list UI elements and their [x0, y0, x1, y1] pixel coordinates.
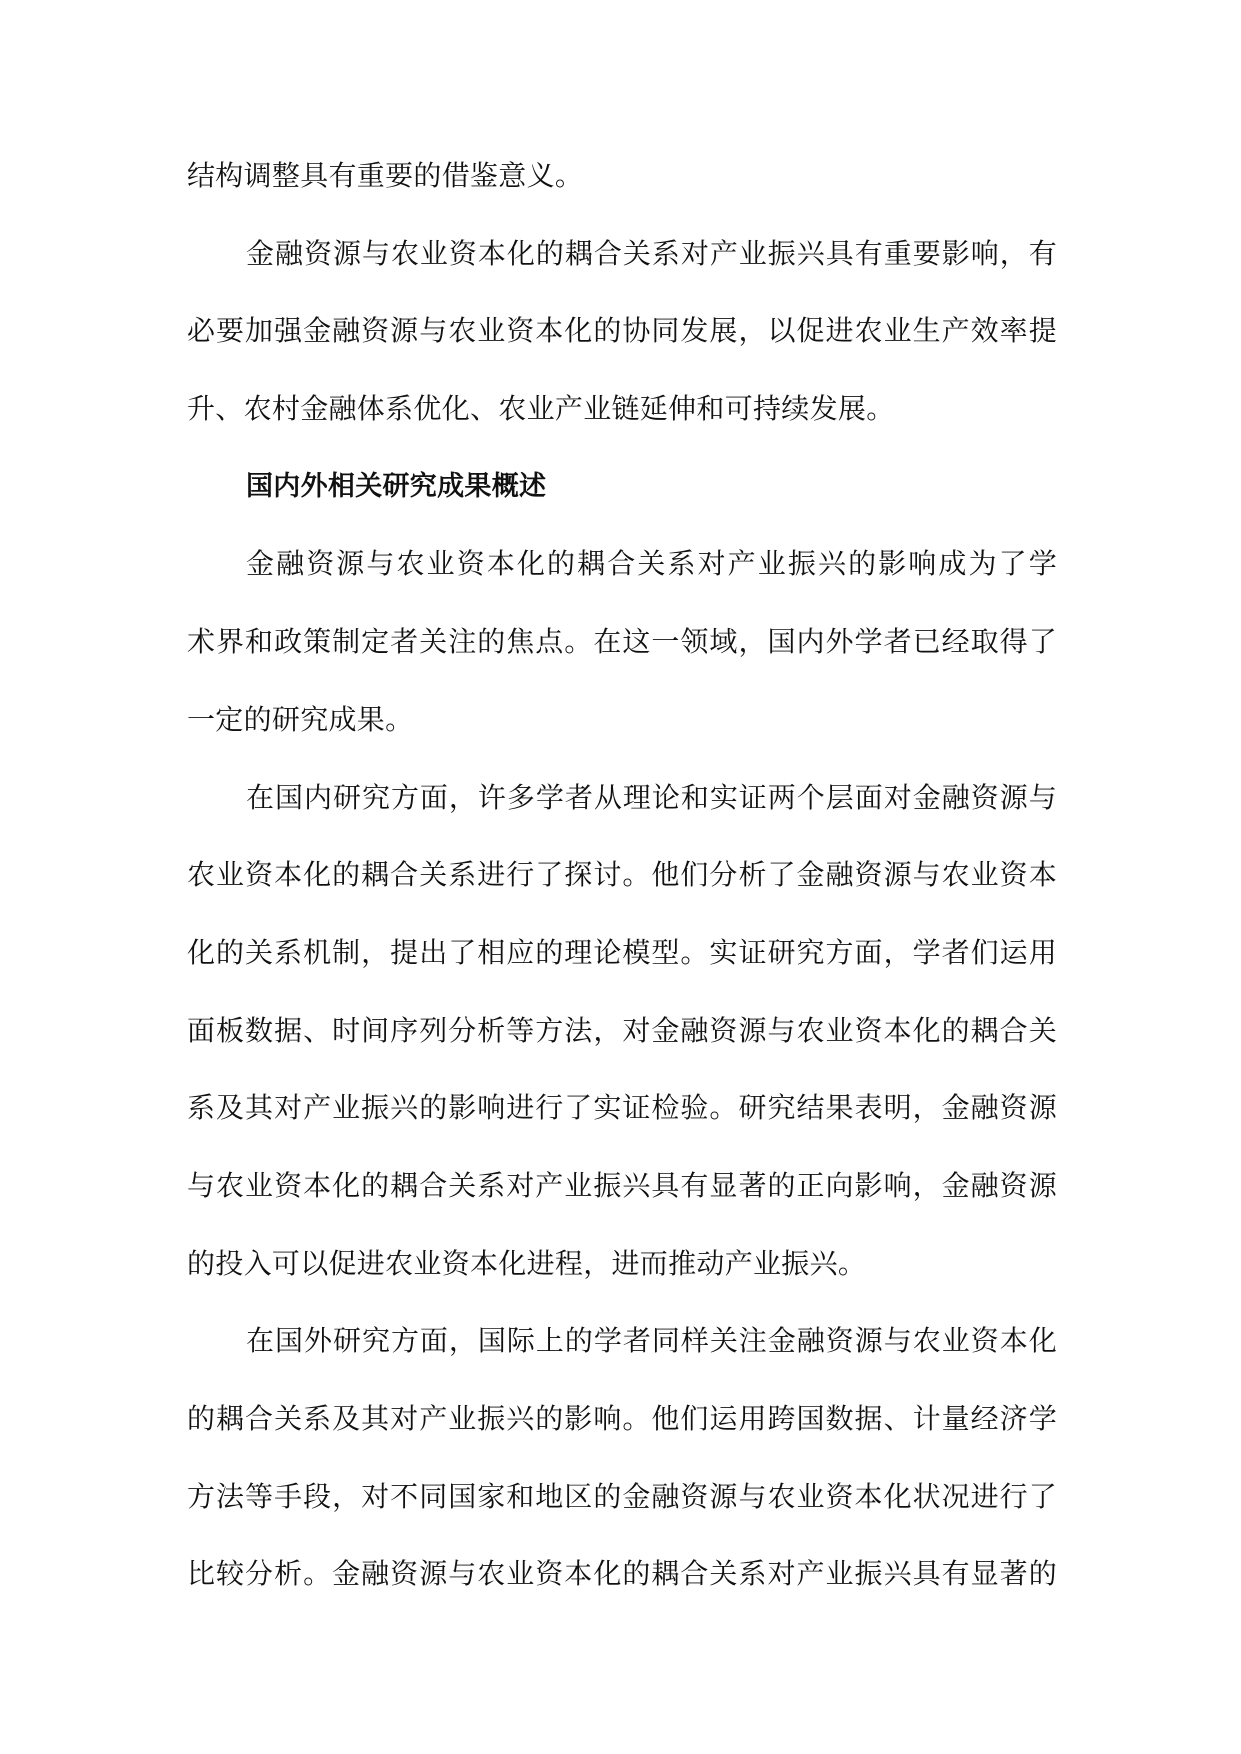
text-line: 金融资源与农业资本化的耦合关系对产业振兴的影响成为了学: [246, 547, 1057, 581]
text-line: 必要加强金融资源与农业资本化的协同发展，以促进农业生产效率提: [187, 314, 1057, 348]
text-line: 在国外研究方面，国际上的学者同样关注金融资源与农业资本化: [246, 1324, 1057, 1358]
text-line: 升、农村金融体系优化、农业产业链延伸和可持续发展。: [187, 392, 895, 426]
text-line: 一定的研究成果。: [187, 702, 414, 736]
paragraph-continuation: [187, 137, 1057, 215]
paragraph-research-focus: [187, 525, 1057, 758]
section-heading: 国内外相关研究成果概述: [246, 470, 547, 502]
paragraph-coupling-importance: [187, 215, 1057, 448]
text-line: 结构调整具有重要的借鉴意义。: [187, 159, 584, 192]
text-line: 化的关系机制，提出了相应的理论模型。实证研究方面，学者们运用: [187, 935, 1057, 969]
text-line: 与农业资本化的耦合关系对产业振兴具有显著的正向影响，金融资源: [187, 1168, 1057, 1202]
paragraph-domestic-research: [187, 759, 1057, 1303]
text-line: 面板数据、时间序列分析等方法，对金融资源与农业资本化的耦合关: [187, 1013, 1057, 1047]
section-heading-block: [187, 448, 1057, 526]
text-line: 的投入可以促进农业资本化进程，进而推动产业振兴。: [187, 1246, 867, 1280]
paragraph-foreign-research: [187, 1302, 1057, 1613]
text-line: 方法等手段，对不同国家和地区的金融资源与农业资本化状况进行了: [187, 1479, 1057, 1513]
text-line: 比较分析。金融资源与农业资本化的耦合关系对产业振兴具有显著的: [187, 1557, 1057, 1591]
text-line: 在国内研究方面，许多学者从理论和实证两个层面对金融资源与: [246, 780, 1057, 814]
text-line: 的耦合关系及其对产业振兴的影响。他们运用跨国数据、计量经济学: [187, 1402, 1057, 1435]
document-body: [187, 137, 1057, 1613]
text-line: 术界和政策制定者关注的焦点。在这一领域，国内外学者已经取得了: [187, 625, 1057, 659]
text-line: 系及其对产业振兴的影响进行了实证检验。研究结果表明，金融资源: [187, 1091, 1057, 1125]
text-line: 农业资本化的耦合关系进行了探讨。他们分析了金融资源与农业资本: [187, 858, 1057, 892]
text-line: 金融资源与农业资本化的耦合关系对产业振兴具有重要影响，有: [246, 236, 1057, 270]
